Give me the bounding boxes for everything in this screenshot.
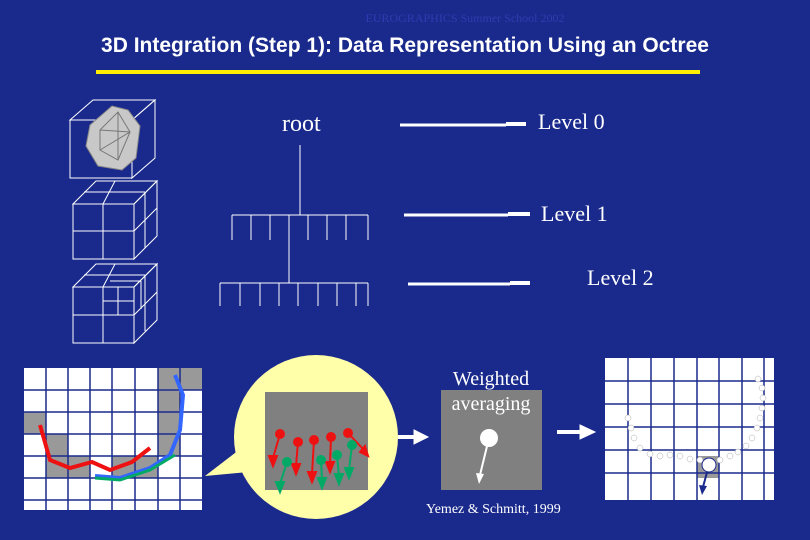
root-label: root (282, 111, 321, 137)
cube-level-2 (73, 264, 157, 343)
slide-title: 3D Integration (Step 1): Data Representation Using an Octree (101, 34, 709, 57)
level-markers (400, 124, 530, 284)
weighted-label-line1: Weighted (452, 368, 530, 390)
zoom-callout (205, 355, 398, 519)
sample-grid-left (24, 368, 202, 510)
result-grid-right (605, 358, 774, 500)
level-2-label: Level 2 (587, 265, 654, 290)
cube-level-1 (73, 181, 157, 259)
citation: Yemez & Schmitt, 1999 (426, 502, 561, 517)
weighted-averaging-label (436, 367, 546, 417)
level-0-label: Level 0 (538, 109, 605, 134)
watermark: EUROGRAPHICS Summer School 2002 (365, 11, 565, 25)
cube-with-object (70, 100, 155, 178)
scanned-object (86, 106, 140, 170)
level-1-label: Level 1 (541, 201, 608, 226)
weighted-label-line2: averaging (451, 393, 531, 415)
octree-diagram (220, 145, 368, 306)
